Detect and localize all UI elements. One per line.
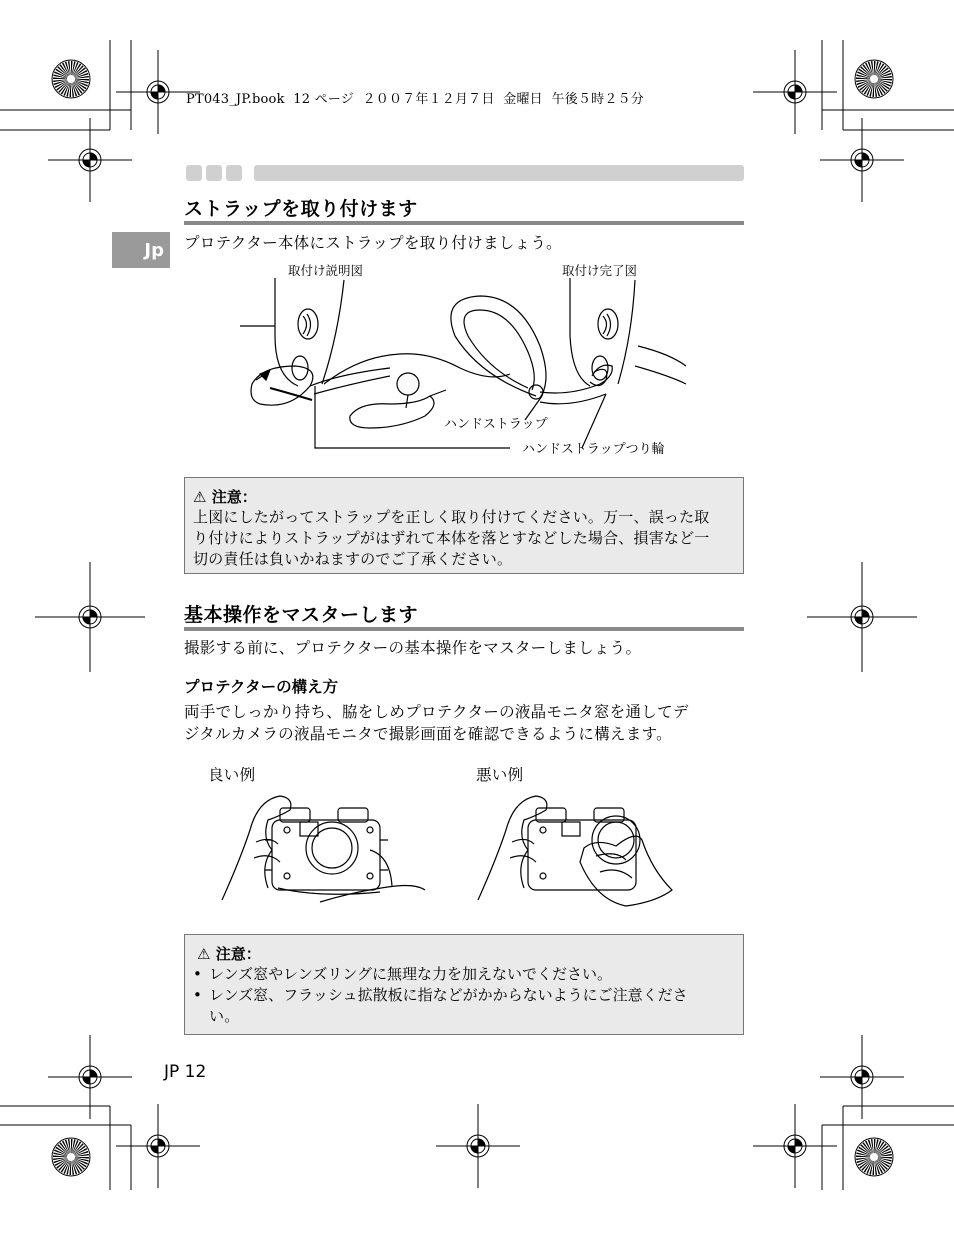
warning-icon: ⚠: [193, 488, 207, 506]
label-bad-example: 悪い例: [476, 766, 524, 784]
body-line: 両手でしっかり持ち、脇をしめプロテクターの液晶モニタ窓を通してデ: [184, 703, 689, 721]
section-title-strap: ストラップを取り付けます: [184, 198, 418, 220]
registration-target-icon: [436, 1104, 520, 1188]
caution-item: • レンズ窓やレンズリングに無理な力を加えないでください。: [189, 964, 743, 985]
registration-target-icon: [820, 118, 904, 202]
caution-box-basic: [184, 934, 744, 1035]
starburst-rosette-icon: [855, 60, 893, 98]
bad-holding-illustration: [476, 790, 676, 910]
language-tab: Jp: [112, 232, 170, 268]
section-bar: [254, 165, 744, 181]
body-line: ジタルカメラの液晶モニタで撮影画面を確認できるように構えます。: [184, 725, 672, 743]
label-hand-strap-loop: ハンドストラップつり輪: [522, 442, 665, 457]
registration-target-icon: [753, 1104, 837, 1188]
registration-target-icon: [48, 118, 132, 202]
caution-title: ⚠ 注意：: [193, 488, 257, 506]
starburst-rosette-icon: [52, 60, 90, 98]
caution-item-continuation: い。: [209, 1007, 240, 1025]
page-number: JP 12: [164, 1062, 207, 1082]
section-rule: [184, 221, 744, 225]
registration-target-icon: [116, 1104, 200, 1188]
strap-intro: プロテクター本体にストラップを取り付けましょう。: [184, 234, 562, 252]
subsection-title: プロテクターの構え方: [184, 678, 339, 696]
caution-title: ⚠ 注意：: [197, 945, 261, 963]
label-hand-strap: ハンドストラップ: [444, 417, 548, 432]
basic-intro: 撮影する前に、プロテクターの基本操作をマスターしましょう。: [184, 639, 642, 657]
section-rule: [184, 627, 744, 631]
caution-list: [189, 964, 743, 1006]
starburst-rosette-icon: [52, 1138, 90, 1176]
caution-line: り付けによりストラップがはずれて本体を落とすなどした場合、損害など一: [193, 529, 710, 547]
label-good-example: 良い例: [208, 766, 256, 784]
caution-box-strap: [184, 477, 744, 574]
section-title-basic: 基本操作をマスターします: [184, 604, 419, 626]
registration-target-icon: [35, 562, 145, 672]
caution-line: 切の責任は負いかねますのでご了承ください。: [193, 550, 513, 568]
book-info-header: PT043_JP.book 12 ページ ２００７年１２月７日 金曜日 午後５時２５分: [186, 92, 644, 107]
good-holding-illustration: [220, 790, 430, 910]
caution-line: 上図にしたがってストラップを正しく取り付けてください。万一、誤った取: [193, 508, 710, 526]
registration-target-icon: [753, 50, 837, 134]
warning-icon: ⚠: [197, 945, 211, 963]
figure-label-attach: 取付け説明図: [288, 263, 364, 278]
caution-item: • レンズ窓、フラッシュ拡散板に指などがかからないようにご注意くださ: [189, 985, 743, 1006]
section-bar-squares: [186, 165, 242, 181]
starburst-rosette-icon: [855, 1138, 893, 1176]
figure-label-complete: 取付け完了図: [562, 263, 638, 278]
registration-target-icon: [807, 562, 917, 672]
holding-instructions: [184, 701, 689, 745]
